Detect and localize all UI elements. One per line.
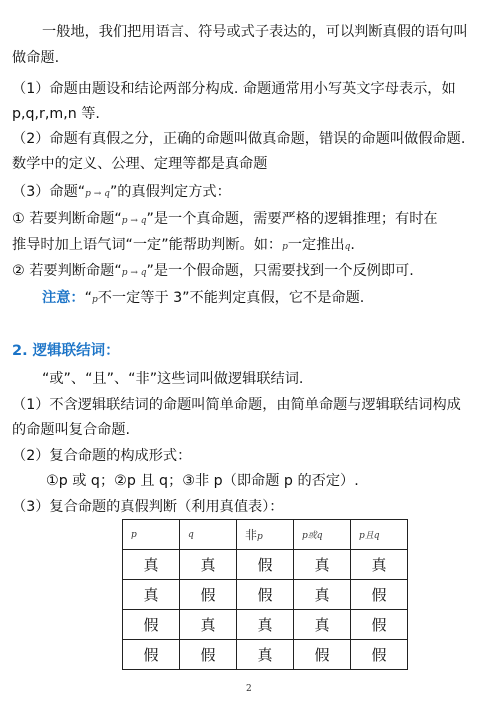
table-cell: 假	[351, 610, 408, 640]
implication-math: p → q	[85, 189, 110, 199]
table-cell: 假	[180, 640, 237, 670]
sec2-item1-line-1: （1）不含逻辑联结词的命题叫简单命题，由简单命题与逻辑联结词构成	[12, 397, 461, 413]
header-p	[123, 520, 180, 550]
header-p-and-q	[351, 520, 408, 550]
table-cell: 真	[294, 580, 351, 610]
forms-line: ①p 或 q；②p 且 q；③非 p（即命题 p 的否定）.	[46, 473, 359, 489]
case1b-q: q	[344, 242, 351, 252]
header-q	[180, 520, 237, 550]
note-prefix: “	[84, 290, 92, 306]
table-cell: 假	[123, 610, 180, 640]
case1b-mid: 一定推出	[287, 237, 345, 253]
header-p-or-q-text: p或q	[302, 531, 323, 541]
sec2-item2-line: （2）复合命题的构成形式：	[12, 448, 192, 464]
table-cell: 真	[180, 550, 237, 580]
case2-suffix: ”是一个假命题，只需要找到一个反例即可.	[146, 263, 414, 279]
table-row	[123, 610, 408, 640]
header-p-and-q-text: p且q	[359, 531, 380, 541]
case2-math: p → q	[121, 268, 147, 278]
item3-prefix: （3）命题“	[12, 184, 86, 200]
case1b-p: p	[282, 242, 288, 252]
truth-table-header	[123, 520, 408, 550]
note-label: 注意：	[42, 290, 85, 306]
note-suffix: 不一定等于 3”不能判定真假，它不是命题.	[97, 290, 365, 306]
case1-prefix: ① 若要判断命题“	[12, 211, 122, 227]
table-cell: 真	[294, 550, 351, 580]
table-cell: 真	[123, 550, 180, 580]
item2-line-1: （2）命题有真假之分，正确的命题叫做真命题，错误的命题叫做假命题.	[12, 131, 466, 147]
table-cell: 假	[294, 640, 351, 670]
table-row	[123, 640, 408, 670]
table-cell: 真	[237, 610, 294, 640]
page-number: 2	[246, 684, 252, 694]
table-cell: 真	[123, 580, 180, 610]
case1b-prefix: 推导时加上语气词“一定”能帮助判断。如：	[12, 237, 283, 253]
item2-line-2: 数学中的定义、公理、定理等都是真命题	[12, 156, 268, 172]
table-cell: 假	[351, 640, 408, 670]
intro-line-1: 一般地，我们把用语言、符号或式子表达的，可以判断真假的语句叫	[42, 24, 468, 40]
case1b-end: .	[350, 237, 355, 253]
item3-line	[12, 182, 231, 204]
table-cell: 假	[123, 640, 180, 670]
case1-line-1	[12, 209, 438, 231]
table-cell: 假	[237, 580, 294, 610]
header-not-p-text: p	[257, 532, 263, 542]
note-line	[42, 288, 364, 310]
item1-line-1: （1）命题由题设和结论两部分构成. 命题通常用小写英文字母表示，如	[12, 81, 456, 97]
case1-suffix: ”是一个真命题，需要严格的逻辑推理；有时在	[146, 211, 438, 227]
table-cell: 真	[237, 640, 294, 670]
table-row	[123, 550, 408, 580]
table-cell: 假	[180, 580, 237, 610]
sec2-item3-line: （3）复合命题的真假判断（利用真值表）：	[12, 499, 284, 515]
case2-line	[12, 261, 414, 283]
table-cell: 假	[351, 580, 408, 610]
item1-line-2: p,q,r,m,n 等.	[12, 106, 100, 122]
item3-suffix: ”的真假判定方式：	[109, 184, 231, 200]
header-q-text: q	[188, 529, 194, 540]
table-row	[123, 580, 408, 610]
table-cell: 假	[237, 550, 294, 580]
case1-line-2	[12, 235, 355, 257]
header-not-p	[237, 520, 294, 550]
sec2-item1-line-2: 的命题叫复合命题.	[12, 422, 131, 438]
table-cell: 真	[294, 610, 351, 640]
connectives-line: “或”、“且”、“非”这些词叫做逻辑联结词.	[42, 371, 304, 387]
section2-title: 2. 逻辑联结词：	[12, 343, 120, 359]
table-cell: 真	[351, 550, 408, 580]
case1-math: p → q	[121, 216, 147, 226]
case2-prefix: ② 若要判断命题“	[12, 263, 122, 279]
table-cell: 真	[180, 610, 237, 640]
header-p-text: p	[131, 529, 137, 540]
truth-table	[122, 519, 408, 670]
header-not-label: 非	[245, 528, 258, 542]
intro-line-2: 做命题.	[12, 50, 60, 66]
note-p: p	[91, 295, 98, 305]
header-p-or-q	[294, 520, 351, 550]
